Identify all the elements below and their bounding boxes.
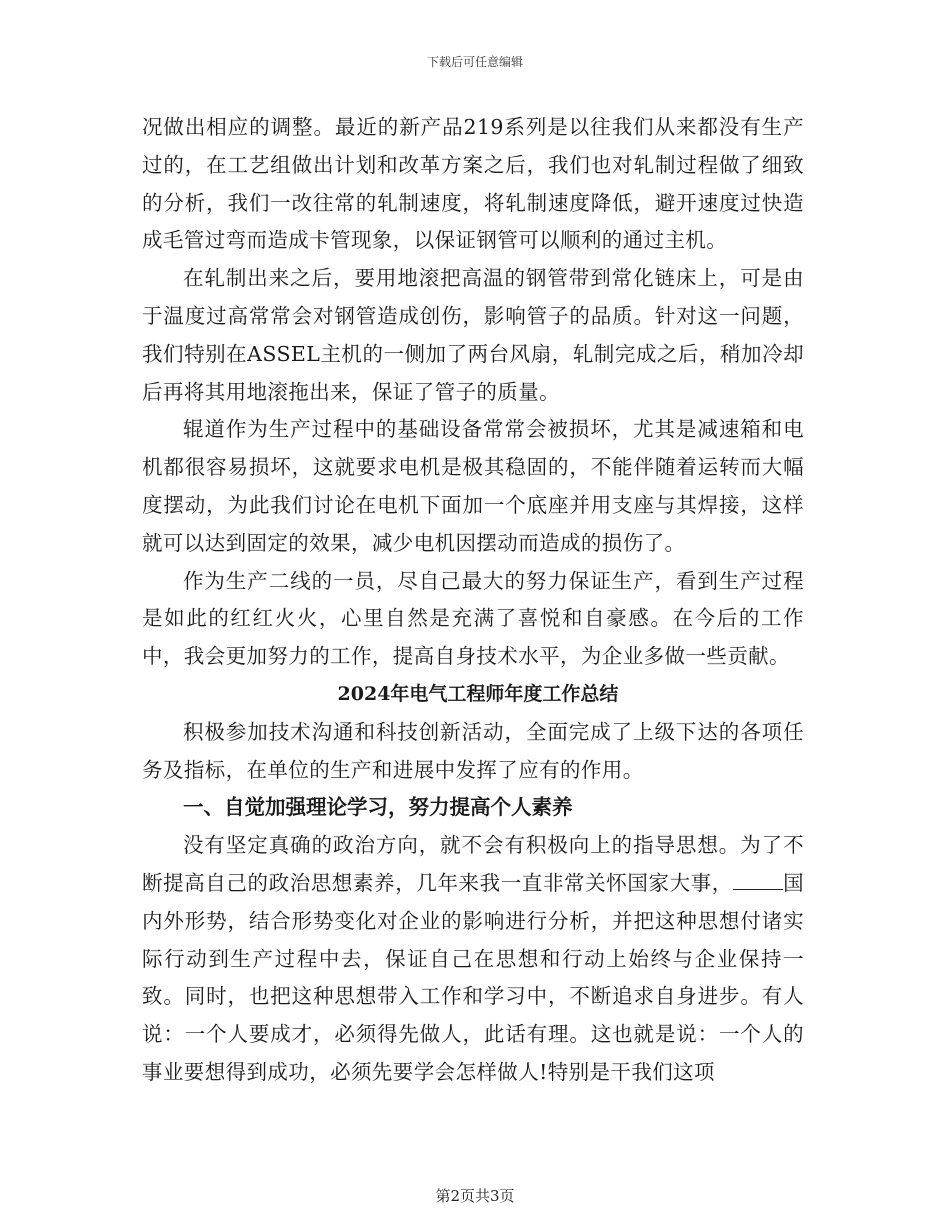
page-footer-number: 第2页共3页 bbox=[435, 1187, 515, 1205]
section-title: 2024年电气工程师年度工作总结 bbox=[337, 682, 619, 705]
paragraph-6-part-1: 没有坚定真确的政治方向，就不会有积极向上的指导思想。为了不断提高自己的政治思想素养，几年来我一直非常关怀国家大事， bbox=[142, 833, 804, 895]
page-header-note: 下载后可任意编辑 bbox=[426, 55, 523, 69]
section-heading-1: 一、自觉加强理论学习，努力提高个人素养 bbox=[183, 795, 573, 820]
document-body bbox=[142, 109, 804, 1092]
paragraph-5: 积极参加技术沟通和科技创新活动，全面完成了上级下达的各项任务及指标，在单位的生产和进展中发挥了应有的作用。 bbox=[142, 719, 804, 782]
paragraph-2: 在轧制出来之后，要用地滚把高温的钢管带到常化链床上，可是由于温度过高常常会对钢管造成创伤，影响管子的品质。针对这一问题，我们特别在ASSEL主机的一侧加了两台风扇，轧制完成之后，稍加冷却后再将其用地滚拖出来，保证了管子的质量。 bbox=[142, 266, 804, 404]
paragraph-4: 作为生产二线的一员，尽自己最大的努力保证生产，看到生产过程是如此的红红火火，心里自然是充满了喜悦和自豪感。在今后的工作中，我会更加努力的工作，提高自身技术水平，为企业多做一些贡献。 bbox=[142, 568, 804, 669]
paragraph-1: 况做出相应的调整。最近的新产品219系列是以往我们从来都没有生产过的，在工艺组做出计划和改革方案之后，我们也对轧制过程做了细致的分析，我们一改往常的轧制速度，将轧制速度降低，避开速度过快造成毛管过弯而造成卡管现象，以保证钢管可以顺利的通过主机。 bbox=[142, 115, 804, 253]
paragraph-3: 辊道作为生产过程中的基础设备常常会被损坏，尤其是减速箱和电机都很容易损坏，这就要求电机是极其稳固的，不能伴随着运转而大幅度摆动，为此我们讨论在电机下面加一个底座并用支座与其焊接，这样就可以达到固定的效果，减少电机因摆动而造成的损伤了。 bbox=[142, 417, 804, 555]
fill-in-blank bbox=[733, 873, 783, 890]
paragraph-6-part-2: 国内外形势，结合形势变化对企业的影响进行分析，并把这种思想付诸实际行动到生产过程中去，保证自己在思想和行动上始终与企业保持一致。同时，也把这种思想带入工作和学习中，不断追求自身进步。有人说：一个人要成才，必须得先做人，此话有理。这也就是说：一个人的事业要想得到成功，必须先要学会怎样做人!特别是干我们这项 bbox=[142, 870, 804, 1084]
paragraph-6 bbox=[142, 827, 804, 1092]
